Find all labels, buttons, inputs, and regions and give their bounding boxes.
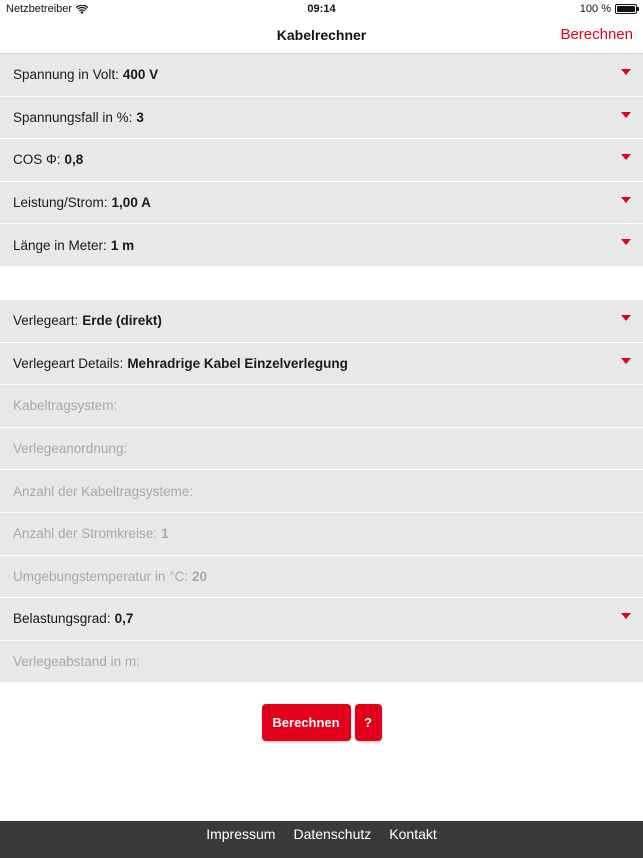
field-value: 1 m — [110, 237, 135, 253]
field-label: Kabeltragsystem: — [13, 398, 118, 414]
form-row — [0, 556, 643, 599]
field-value: Mehradrige Kabel Einzelverlegung — [127, 355, 348, 371]
footer — [0, 821, 643, 858]
field-value: 1,00 A — [111, 195, 151, 211]
dropdown-caret-icon[interactable] — [621, 69, 631, 75]
field-value: 400 V — [122, 67, 159, 83]
electrical-parameters-group — [0, 54, 643, 267]
calculate-button[interactable]: Berechnen — [262, 704, 351, 741]
footer-link-datenschutz[interactable]: Datenschutz — [293, 825, 372, 842]
navigation-bar — [0, 18, 643, 54]
battery-info — [580, 3, 637, 15]
page-title: Kabelrechner — [276, 27, 367, 43]
field-label: Verlegeart: — [13, 313, 79, 329]
dropdown-caret-icon[interactable] — [621, 358, 631, 364]
form-row[interactable] — [0, 97, 643, 140]
field-label: COS Φ: — [13, 152, 61, 168]
form-row[interactable] — [0, 54, 643, 97]
form-row — [0, 513, 643, 556]
nav-calculate-button[interactable]: Berechnen — [560, 26, 633, 43]
field-value: 1 — [161, 526, 169, 542]
form-row[interactable] — [0, 224, 643, 267]
carrier-name: Netzbetreiber — [6, 3, 73, 15]
form-row — [0, 470, 643, 513]
field-value: 0,8 — [64, 152, 84, 168]
field-label: Anzahl der Kabeltragsysteme: — [13, 483, 194, 499]
dropdown-caret-icon[interactable] — [621, 613, 631, 619]
field-label: Belastungsgrad: — [13, 611, 111, 627]
field-label: Verlegeabstand in m: — [13, 654, 140, 670]
dropdown-caret-icon[interactable] — [621, 197, 631, 203]
status-time: 09:14 — [307, 3, 336, 15]
field-label: Spannungsfall in %: — [13, 109, 133, 125]
field-label: Umgebungstemperatur in °C: — [13, 568, 188, 584]
form-row[interactable] — [0, 139, 643, 182]
field-value: 20 — [191, 568, 208, 584]
form-row[interactable] — [0, 300, 643, 343]
dropdown-caret-icon[interactable] — [621, 154, 631, 160]
form-row[interactable] — [0, 598, 643, 641]
form-row — [0, 385, 643, 428]
field-label: Spannung in Volt: — [13, 67, 119, 83]
battery-icon — [615, 4, 637, 14]
dropdown-caret-icon[interactable] — [621, 315, 631, 321]
status-bar — [0, 0, 643, 18]
field-label: Verlegeart Details: — [13, 355, 124, 371]
footer-link-kontakt[interactable]: Kontakt — [389, 825, 437, 842]
field-value: 3 — [136, 109, 144, 125]
field-label: Leistung/Strom: — [13, 195, 108, 211]
field-label: Verlegeanordnung: — [13, 441, 128, 457]
form-row[interactable] — [0, 343, 643, 386]
dropdown-caret-icon[interactable] — [621, 239, 631, 245]
field-value: Erde (direkt) — [82, 313, 162, 329]
form-row — [0, 641, 643, 684]
form-row — [0, 428, 643, 471]
field-label: Anzahl der Stromkreise: — [13, 526, 158, 542]
action-buttons — [0, 704, 643, 741]
footer-link-impressum[interactable]: Impressum — [206, 825, 276, 842]
field-value: 0,7 — [114, 611, 134, 627]
help-button[interactable]: ? — [355, 704, 382, 741]
field-label: Länge in Meter: — [13, 237, 107, 253]
form-row[interactable] — [0, 182, 643, 225]
dropdown-caret-icon[interactable] — [621, 112, 631, 118]
battery-percent: 100 % — [579, 3, 611, 15]
installation-parameters-group — [0, 300, 643, 683]
